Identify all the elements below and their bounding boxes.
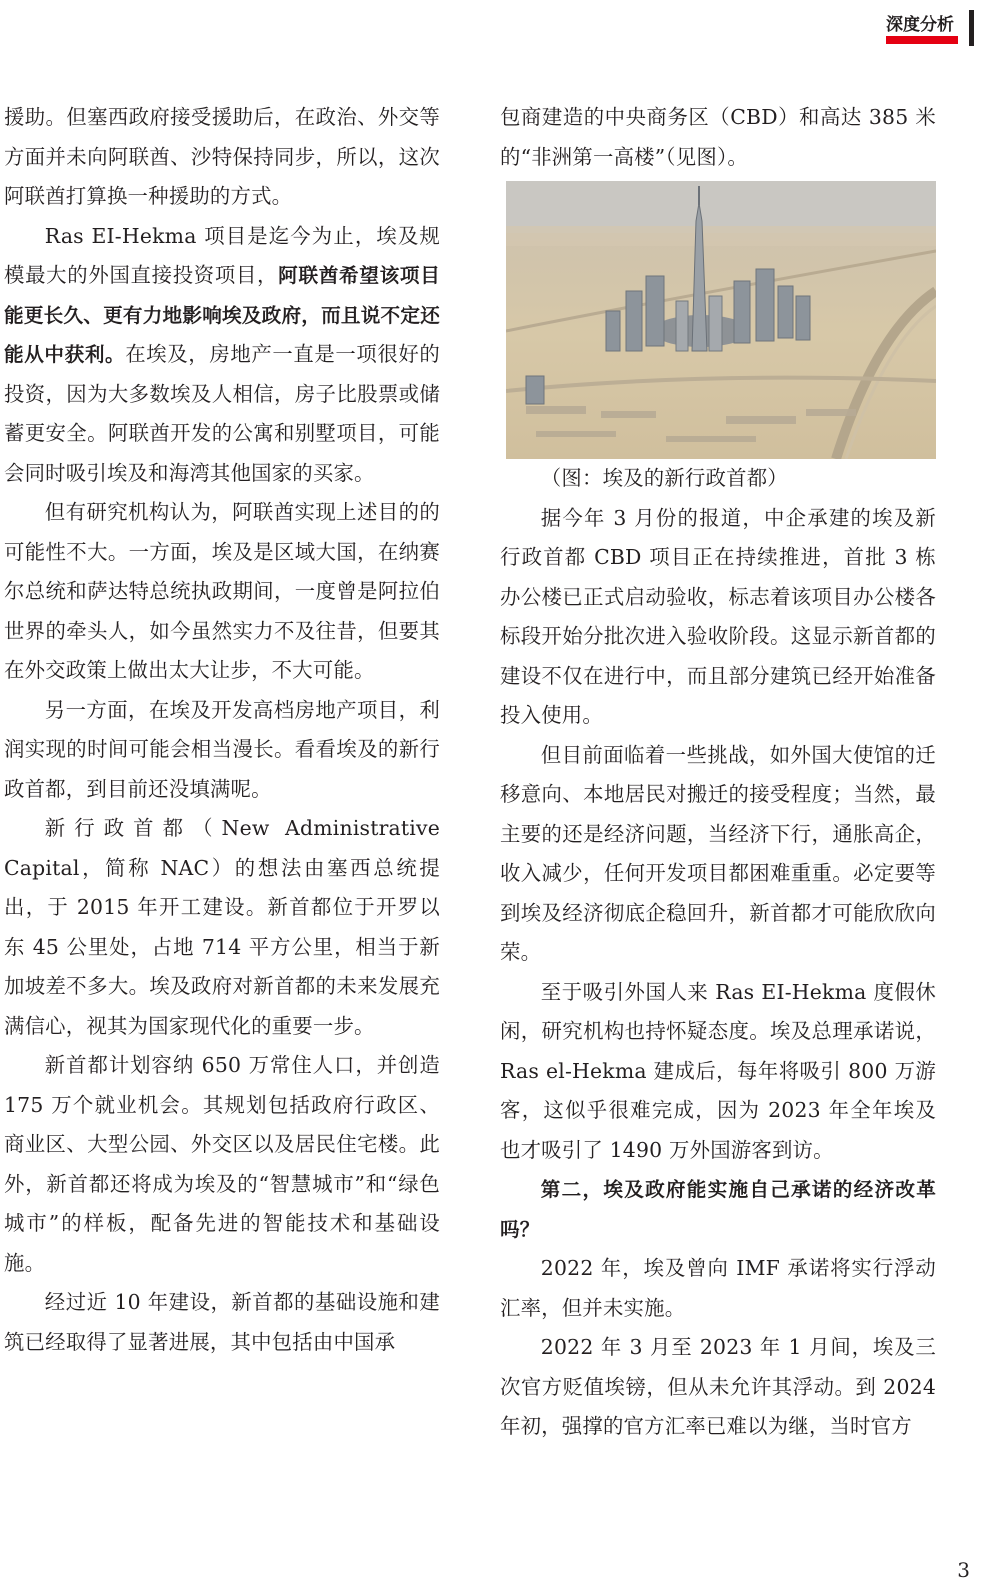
bold-text: 阿联酋希望该项目能更长久、更有力地影响埃及政府，而且说不定还能从中获利。 xyxy=(4,264,440,366)
bold-text: 第二，埃及政府能实施自己承诺的经济改革吗？ xyxy=(500,1178,936,1241)
paragraph: 援助。但塞西政府接受援助后，在政治、外交等方面并未向阿联酋、沙特保持同步，所以，这次阿联酋打算换一种援助的方式。 xyxy=(4,105,440,208)
paragraph xyxy=(4,217,440,494)
header-rule xyxy=(969,10,974,46)
paragraph-text: Ras EI-Hekma 项目是迄今为止，埃及规模最大的外国直接投资项目， xyxy=(4,223,440,287)
paragraph: 据今年 3 月份的报道，中企承建的埃及新行政首都 CBD 项目正在持续推进，首批 3 栋办公楼已正式启动验收，标志着该项目办公楼各标段开始分批次进入验收阶段。这显示新首都的建设不仅在进行中，而且部分建筑已经开始准备投入使用。 xyxy=(500,505,936,727)
left-column xyxy=(4,98,440,1362)
section-label-red-bar xyxy=(886,36,958,44)
paragraph: 另一方面，在埃及开发高档房地产项目，利润实现的时间可能会相当漫长。看看埃及的新行政首都，到目前还没填满呢。 xyxy=(4,697,440,801)
aerial-photo-new-capital xyxy=(506,181,936,459)
photo-illustration xyxy=(506,181,936,459)
paragraph: 但有研究机构认为，阿联酋实现上述目的的可能性不大。一方面，埃及是区域大国，在纳赛尔总统和萨达特总统执政期间，一度曾是阿拉伯世界的牵头人，如今虽然实力不及往昔，但要其在外交政策上做出太大让步，不大可能。 xyxy=(4,500,440,682)
section-heading xyxy=(500,1170,936,1249)
paragraph: 至于吸引外国人来 Ras EI-Hekma 度假休闲，研究机构也持怀疑态度。埃及总理承诺说，Ras el-Hekma 建成后，每年将吸引 800 万游客，这似乎很难完成，因为 2023 年全年埃及也才吸引了 1490 万外国游客到访。 xyxy=(500,979,936,1162)
section-label: 深度分析 xyxy=(886,15,954,35)
page-number: 3 xyxy=(957,1558,970,1582)
paragraph: 2022 年，埃及曾向 IMF 承诺将实行浮动汇率，但并未实施。 xyxy=(500,1256,936,1320)
photo-caption: （图：埃及的新行政首都） xyxy=(540,466,788,490)
paragraph: 2022 年 3 月至 2023 年 1 月间，埃及三次官方贬值埃镑，但从未允许其浮动。到 2024 年初，强撑的官方汇率已难以为继，当时官方 xyxy=(500,1335,936,1438)
paragraph: 但目前面临着一些挑战，如外国大使馆的迁移意向、本地居民对搬迁的接受程度；当然，最主要的还是经济问题，当经济下行，通胀高企，收入减少，任何开发项目都困难重重。必定要等到埃及经济彻底企稳回升，新首都才可能欣欣向荣。 xyxy=(500,742,936,964)
paragraph: 新首都计划容纳 650 万常住人口，并创造 175 万个就业机会。其规划包括政府行政区、商业区、大型公园、外交区以及居民住宅楼。此外，新首都还将成为埃及的“智慧城市”和“绿色城市”的样板，配备先进的智能技术和基础设施。 xyxy=(4,1053,440,1275)
paragraph: 经过近 10 年建设，新首都的基础设施和建筑已经取得了显著进展，其中包括由中国承 xyxy=(4,1290,440,1354)
paragraph: 包商建造的中央商务区（CBD）和高达 385 米的“非洲第一高楼”（见图）。 xyxy=(500,105,936,169)
right-column xyxy=(500,98,936,1447)
paragraph-text: 在埃及，房地产一直是一项很好的投资，因为大多数埃及人相信，房子比股票或储蓄更安全。阿联酋开发的公寓和别墅项目，可能会同时吸引埃及和海湾其他国家的买家。 xyxy=(4,342,441,485)
paragraph: 新行政首都（New Administrative Capital，简称 NAC）的想法由塞西总统提出，于 2015 年开工建设。新首都位于开罗以东 45 公里处，占地 714 平方公里，相当于新加坡差不多大。埃及政府对新首都的未来发展充满信心，视其为国家现代化的重要一步。 xyxy=(4,816,440,1038)
